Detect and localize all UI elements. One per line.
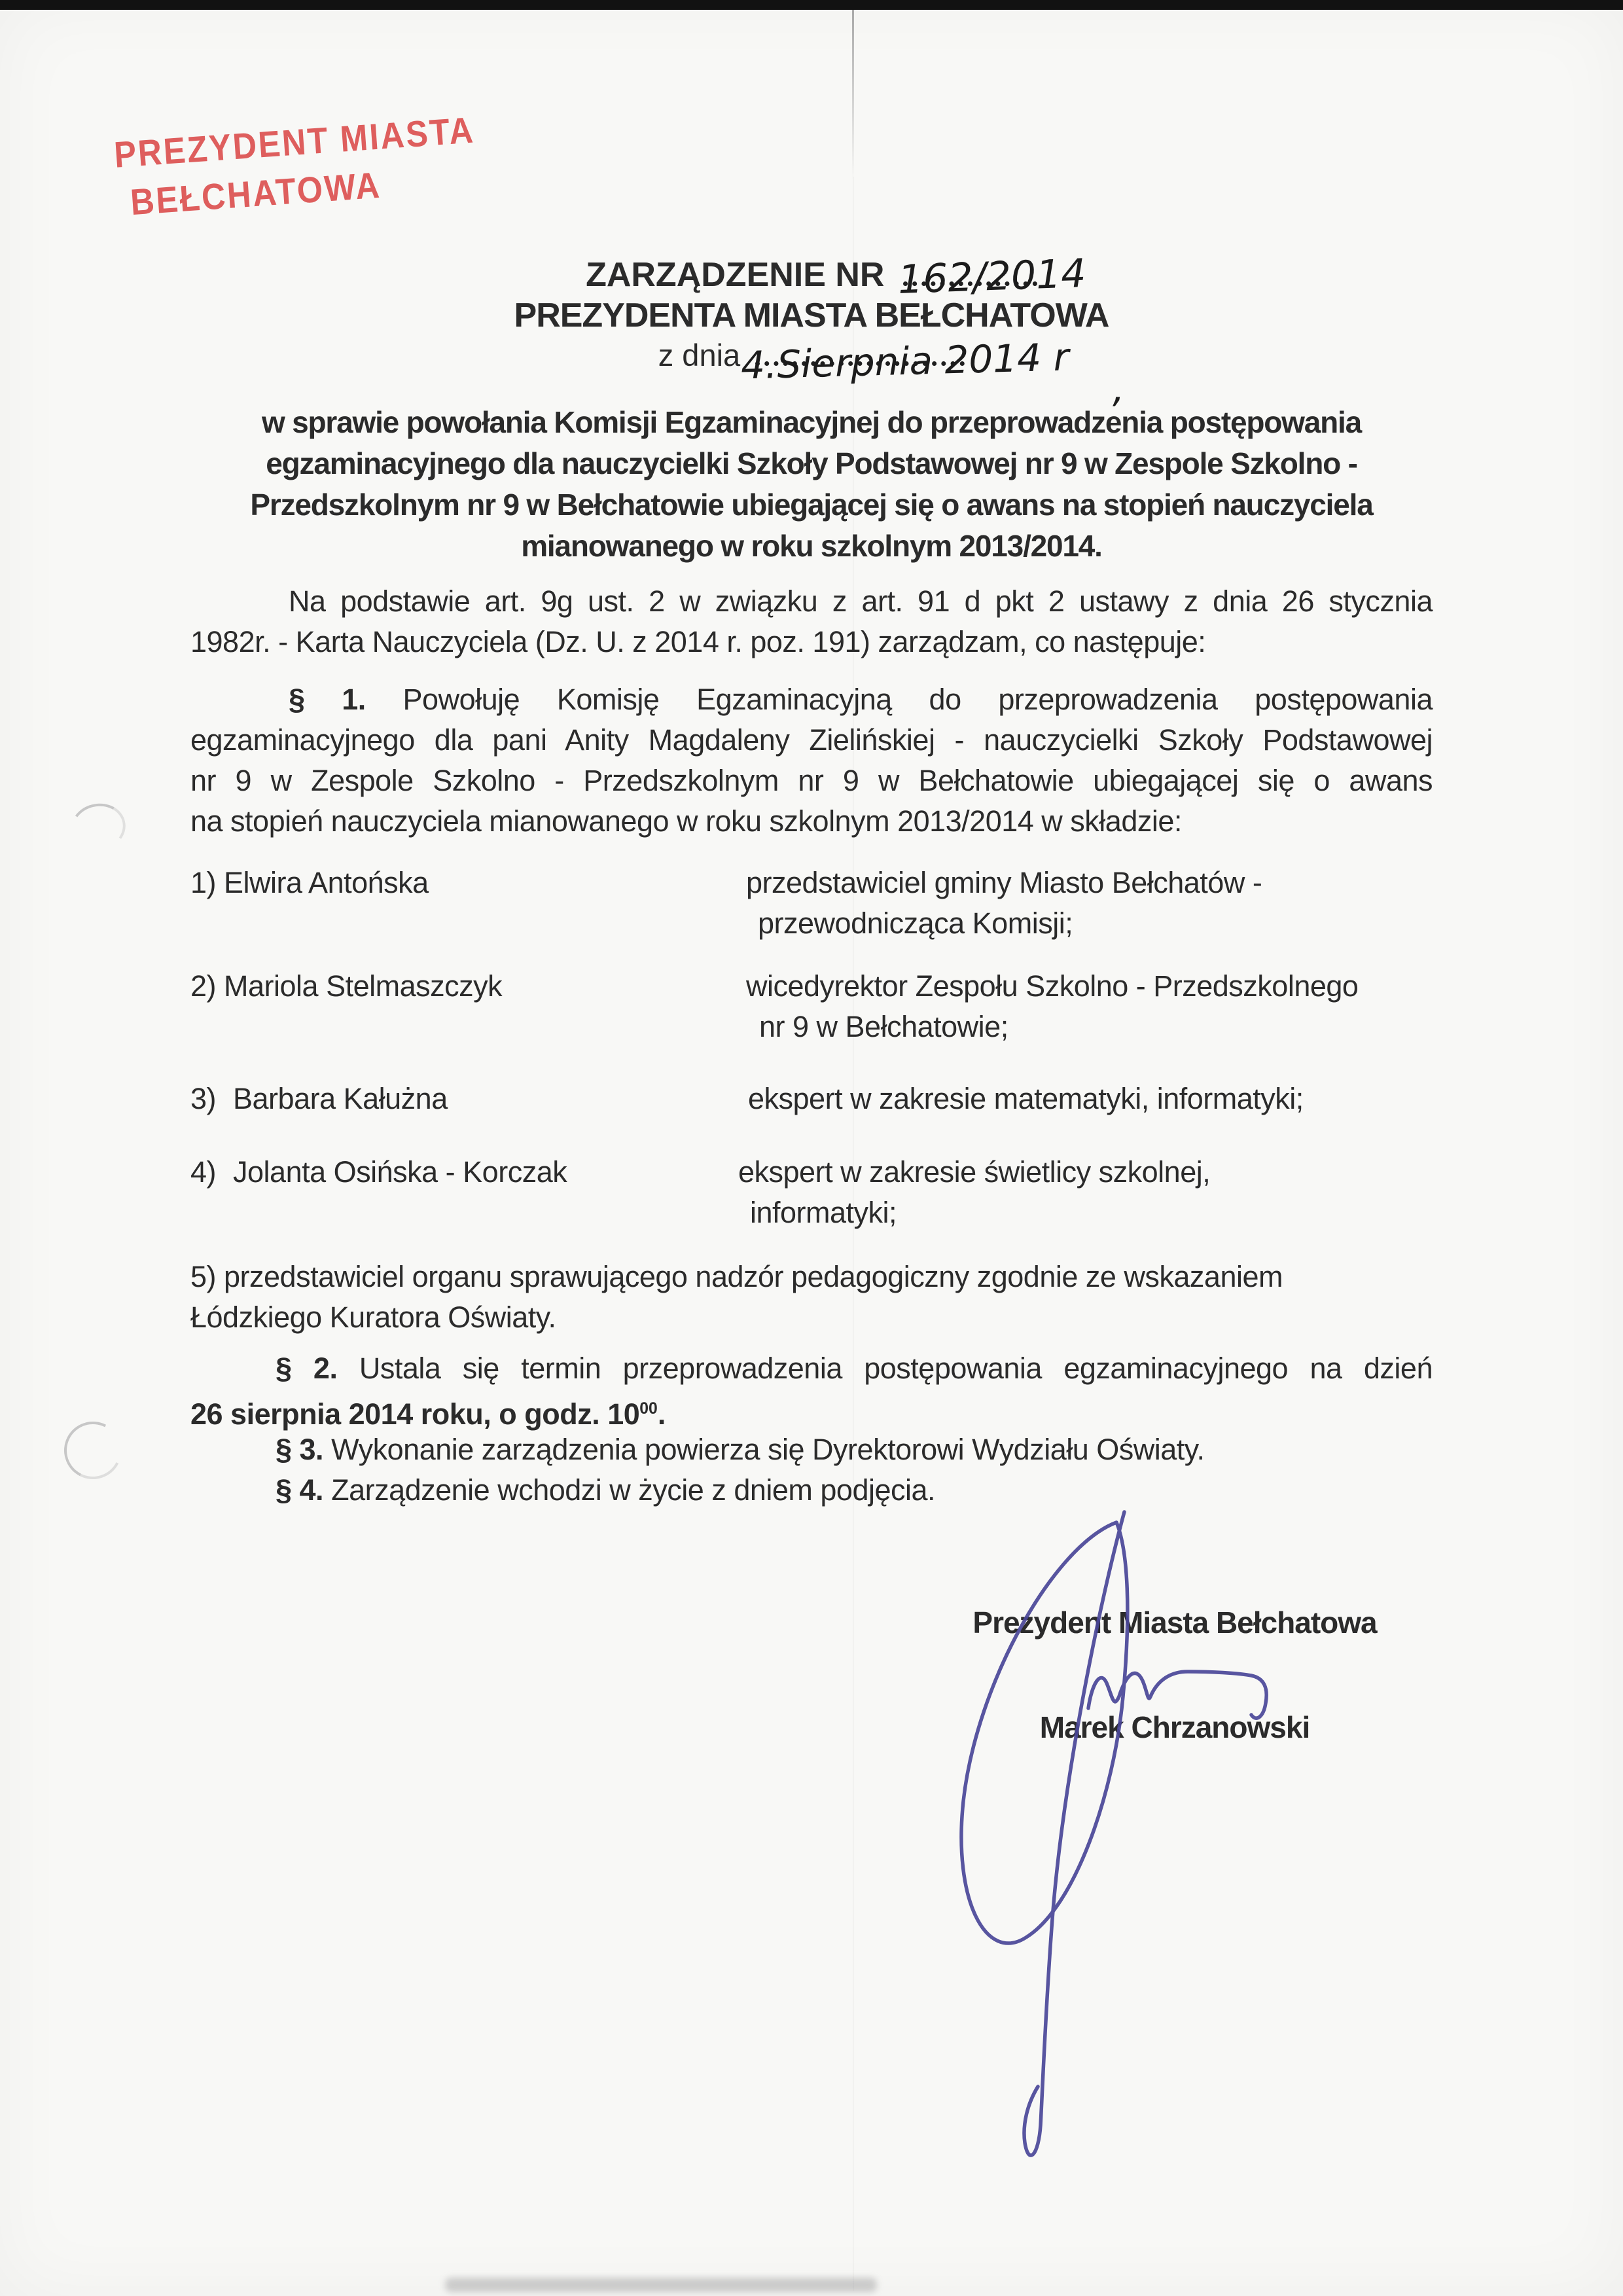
date-line [190, 334, 1433, 388]
paragraph-2-text: Ustala się termin przeprowadzenia postępowania egzaminacyjnego na dzień [359, 1352, 1433, 1385]
section-marker: § 4. [276, 1473, 324, 1507]
legal-basis-text: Na podstawie art. 9g ust. 2 w związku z art. 91 d pkt 2 ustawy z dnia 26 stycznia [289, 584, 1433, 618]
paragraph-1-text: Powołuję Komisję Egzaminacyjną do przeprowadzenia postępowania [402, 683, 1433, 716]
signer-name: Marek Chrzanowski [1039, 1710, 1310, 1744]
paper-curl-mark [66, 798, 130, 856]
scanner-edge-bar [0, 0, 1623, 10]
paragraph-1-line: egzaminacyjnego dla pani Anity Magdaleny Zielińskiej - nauczycielki Szkoły Podstawowej [190, 723, 1433, 757]
red-office-stamp [113, 109, 476, 227]
paragraph-2-line [190, 1348, 1433, 1389]
member-name: Elwira Antońska [224, 866, 429, 899]
legal-basis-line [190, 581, 1433, 622]
handwritten-date: 4.Sierpnia 2014 r [740, 334, 1070, 388]
handwritten-order-number: 162/2014 [897, 251, 1087, 303]
paragraph-1-line: na stopień nauczyciela mianowanego w roku szkolnym 2013/2014 w składzie: [190, 804, 1182, 838]
member-role-line: informatyki; [750, 1196, 897, 1229]
paragraph-3 [190, 1429, 1433, 1470]
date-label: z dnia [658, 338, 741, 372]
stamp-line-2: BEŁCHATOWA [129, 164, 383, 223]
signer-title: Prezydent Miasta Bełchatowa [972, 1605, 1377, 1640]
member-number: 3) [190, 1082, 217, 1115]
committee-member [190, 1152, 567, 1193]
member-role-line: ekspert w zakresie matematyki, informatyki; [748, 1082, 1304, 1115]
member-number: 1) [190, 866, 217, 899]
paragraph-1 [190, 679, 1433, 842]
member-role-line: przedstawiciel gminy Miasto Bełchatów - [746, 866, 1262, 899]
member-name: Barbara Kałużna [233, 1082, 448, 1115]
handwritten-signature [929, 1500, 1296, 2181]
paper-curl-mark [57, 1414, 130, 1487]
sentence-period: . [657, 1397, 666, 1431]
committee-member-5 [190, 1257, 1433, 1338]
scan-smudge [445, 2278, 877, 2292]
subject-line: Przedszkolnym nr 9 w Bełchatowie ubiegającej się o awans na stopień nauczyciela [250, 488, 1373, 522]
committee-member [190, 863, 429, 903]
section-marker: § 2. [276, 1352, 338, 1385]
member-role-line: ekspert w zakresie świetlicy szkolnej, [738, 1155, 1211, 1189]
paper-fold-line [852, 10, 854, 180]
member-number: 2) [190, 969, 217, 1003]
member-number: 4) [190, 1155, 217, 1189]
member-role-line: wicedyrektor Zespołu Szkolno - Przedszkolnego [746, 969, 1359, 1003]
exam-hour-superscript: 00 [639, 1400, 658, 1418]
subject-line: mianowanego w roku szkolnym 2013/2014. [521, 529, 1102, 563]
subject-line: egzaminacyjnego dla nauczycielki Szkoły Podstawowej nr 9 w Zespole Szkolno - [266, 446, 1357, 480]
committee-member [190, 1079, 448, 1119]
pen-comma-mark: , [1113, 367, 1125, 411]
date-slot [740, 334, 1070, 388]
order-number-slot [894, 251, 1087, 303]
member-name: Mariola Stelmaszczyk [224, 969, 503, 1003]
paragraph-3-text: Wykonanie zarządzenia powierza się Dyrektorowi Wydziału Oświaty. [331, 1433, 1205, 1466]
legal-basis-line: 1982r. - Karta Nauczyciela (Dz. U. z 2014 r. poz. 191) zarządzam, co następuje: [190, 625, 1206, 658]
section-marker: § 1. [289, 683, 366, 716]
member-role-line: nr 9 w Bełchatowie; [759, 1010, 1008, 1043]
stamp-line-1: PREZYDENT MIASTA [113, 109, 476, 175]
member-role-line: przewodnicząca Komisji; [758, 906, 1073, 940]
paragraph-4-text: Zarządzenie wchodzi w życie z dniem podjęcia. [331, 1473, 936, 1507]
committee-member [190, 966, 502, 1007]
subject-line: w sprawie powołania Komisji Egzaminacyjnej do przeprowadzenia postępowania [261, 405, 1362, 439]
order-number-line [190, 251, 1433, 303]
issuer-line: PREZYDENTA MIASTA BEŁCHATOWA [514, 296, 1109, 334]
paragraph-2 [190, 1348, 1433, 1435]
subject-paragraph [190, 402, 1433, 567]
paragraph-1-line [190, 679, 1433, 720]
order-number-label: ZARZĄDZENIE NR [586, 256, 885, 294]
legal-basis-paragraph [190, 581, 1433, 662]
paragraph-1-line: nr 9 w Zespole Szkolno - Przedszkolnym nr 9 w Bełchatowie ubiegającej się o awans [190, 764, 1433, 797]
section-marker: § 3. [276, 1433, 324, 1466]
member-5-line: Łódzkiego Kuratora Oświaty. [190, 1300, 556, 1334]
exam-date-text: 26 sierpnia 2014 roku, o godz. 10 [190, 1397, 640, 1431]
member-5-line: 5) przedstawiciel organu sprawującego nadzór pedagogiczny zgodnie ze wskazaniem [190, 1260, 1283, 1293]
paragraph-2-date-line [190, 1389, 1433, 1435]
member-name: Jolanta Osińska - Korczak [233, 1155, 567, 1189]
